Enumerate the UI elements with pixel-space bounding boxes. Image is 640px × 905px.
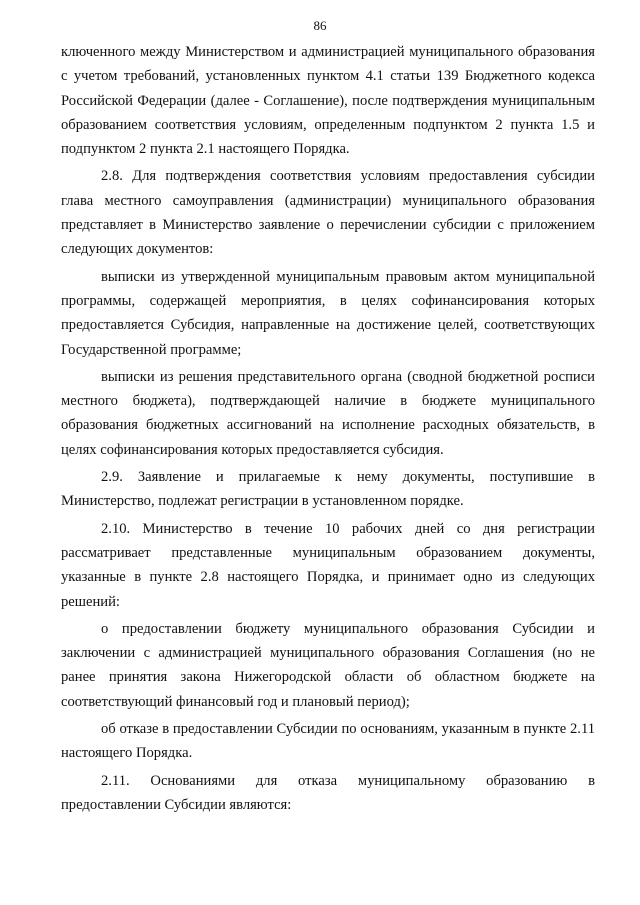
paragraph-2-11: 2.11. Основаниями для отказа муниципальному образованию в предоставлении Субсидии являются: (61, 772, 595, 813)
paragraph-2-9: 2.9. Заявление и прилагаемые к нему документы, поступившие в Министерство, подлежат регистрации в установленном порядке. (61, 469, 595, 510)
paragraph-list-item-program-extract: выписки из утвержденной муниципальным правовым актом муниципальной программы, содержащей мероприятия, в целях софинансирования которых предоставляется Субсидия, направленные на достижение целей, соответствующих Государственной программе; (61, 268, 595, 358)
paragraph-list-item-decision-extract: выписки из решения представительного органа (сводной бюджетной росписи местного бюджета), подтверждающей наличие в бюджете муниципального образования бюджетных ассигнований на исполнение расходных обязательств, в целях софинансирования которых предоставляется субсидия. (61, 368, 595, 458)
document-body (61, 40, 595, 817)
paragraph-decision-grant: о предоставлении бюджету муниципального образования Субсидии и заключении с администрацией муниципального образования Соглашения (но не ранее принятия закона Нижегородской области об областном бюджете на соответствующий финансовый год и плановый период); (61, 620, 595, 710)
paragraph-continuation: ключенного между Министерством и администрацией муниципального образования с учетом требований, установленных пунктом 4.1 статьи 139 Бюджетного кодекса Российской Федерации (далее - Соглашение), после подтверждения муниципальным образованием соответствия условиям, определенным подпунктом 2 пункта 1.5 и подпунктом 2 пункта 2.1 настоящего Порядка. (61, 44, 595, 158)
paragraph-2-10: 2.10. Министерство в течение 10 рабочих дней со дня регистрации рассматривает представленные муниципальным образованием документы, указанные в пункте 2.8 настоящего Порядка, и принимает одно из следующих решений: (61, 520, 595, 610)
paragraph-decision-refuse: об отказе в предоставлении Субсидии по основаниям, указанным в пункте 2.11 настоящего Порядка. (61, 721, 595, 762)
paragraph-2-8: 2.8. Для подтверждения соответствия условиям предоставления субсидии глава местного самоуправления (администрации) муниципального образования представляет в Министерство заявление о перечислении субсидии с приложением следующих документов: (61, 168, 595, 258)
page-number: 86 (313, 18, 327, 33)
